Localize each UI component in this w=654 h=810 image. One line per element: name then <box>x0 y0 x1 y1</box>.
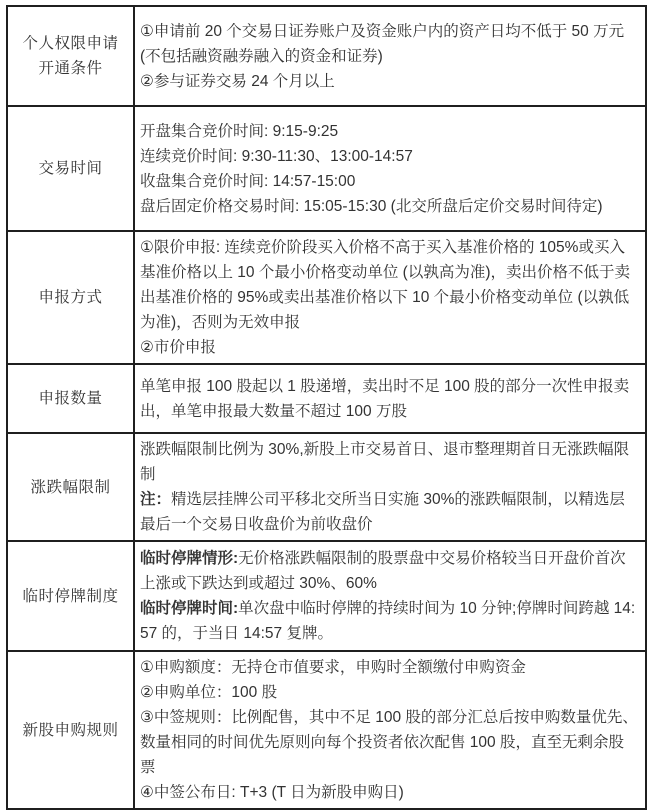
content-paragraph: ④中签公布日: T+3 (T 日为新股申购日) <box>140 784 404 801</box>
row-label: 新股申购规则 <box>8 652 135 808</box>
row-content <box>135 434 645 540</box>
row-content <box>135 652 645 808</box>
row-label: 涨跌幅限制 <box>8 434 135 540</box>
content-paragraph: 注：精选层挂牌公司平移北交所当日实施 30%的涨跌幅限制，以精选层最后一个交易日收盘价为前收盘价 <box>140 491 625 533</box>
content-paragraph: ①申购额度：无持仓市值要求，申购时全额缴付申购资金 <box>140 659 526 676</box>
row-label: 个人权限申请开通条件 <box>8 7 135 105</box>
paragraph-bold-prefix: 临时停牌情形: <box>140 550 239 567</box>
row-label: 申报数量 <box>8 365 135 432</box>
table-row <box>8 540 645 650</box>
row-label: 交易时间 <box>8 107 135 230</box>
row-label: 申报方式 <box>8 232 135 363</box>
content-paragraph: 涨跌幅限制比例为 30%,新股上市交易首日、退市整理期首日无涨跌幅限制 <box>140 441 630 483</box>
row-content <box>135 7 645 105</box>
content-paragraph: ①申请前 20 个交易日证券账户及资金账户内的资产日均不低于 50 万元 (不包括融资融券融入的资金和证券) <box>140 22 625 65</box>
content-paragraph: ③中签规则：比例配售，其中不足 100 股的部分汇总后按申购数量优先、数量相同的时间优先原则向每个投资者依次配售 100 股，直至无剩余股票 <box>140 709 638 776</box>
content-paragraph: 单笔申报 100 股起以 1 股递增，卖出时不足 100 股的部分一次性申报卖出，单笔申报最大数量不超过 100 万股 <box>140 377 630 420</box>
content-paragraph: ②申购单位：100 股 <box>140 684 278 701</box>
content-paragraph: 盘后固定价格交易时间: 15:05-15:30 (北交所盘后定价交易时间待定) <box>140 197 603 215</box>
row-content <box>135 107 645 230</box>
paragraph-bold-prefix: 临时停牌时间: <box>140 600 239 617</box>
row-content <box>135 232 645 363</box>
table-row <box>8 363 645 432</box>
content-paragraph: 收盘集合竞价时间: 14:57-15:00 <box>140 172 356 190</box>
row-label: 临时停牌制度 <box>8 542 135 650</box>
table-row <box>8 7 645 105</box>
content-paragraph: 开盘集合竞价时间: 9:15-9:25 <box>140 122 339 140</box>
content-paragraph: 临时停牌时间:单次盘中临时停牌的持续时间为 10 分钟;停牌时间跨越 14:57 的，于当日 14:57 复牌。 <box>140 600 636 642</box>
trading-rules-table <box>6 5 647 810</box>
content-paragraph: ②市价申报 <box>140 339 216 356</box>
table-row <box>8 650 645 808</box>
table-row <box>8 105 645 230</box>
table-row <box>8 230 645 363</box>
paragraph-bold-prefix: 注： <box>140 491 172 508</box>
content-paragraph: 临时停牌情形:无价格涨跌幅限制的股票盘中交易价格较当日开盘价首次上涨或下跌达到或超过 30%、60% <box>140 550 626 592</box>
content-paragraph: ①限价申报: 连续竞价阶段买入价格不高于买入基准价格的 105%或买入基准价格以上 10 个最小价格变动单位 (以孰高为准)，卖出价格不低于卖出基准价格的 95%或卖出基准价格以下 10 个最小价格变动单位 (以孰低为准)，否则为无效申报 <box>140 239 630 331</box>
content-paragraph: 连续竞价时间: 9:30-11:30、13:00-14:57 <box>140 147 413 165</box>
content-paragraph: ②参与证券交易 24 个月以上 <box>140 72 335 90</box>
table-row <box>8 432 645 540</box>
row-content <box>135 365 645 432</box>
row-content <box>135 542 645 650</box>
